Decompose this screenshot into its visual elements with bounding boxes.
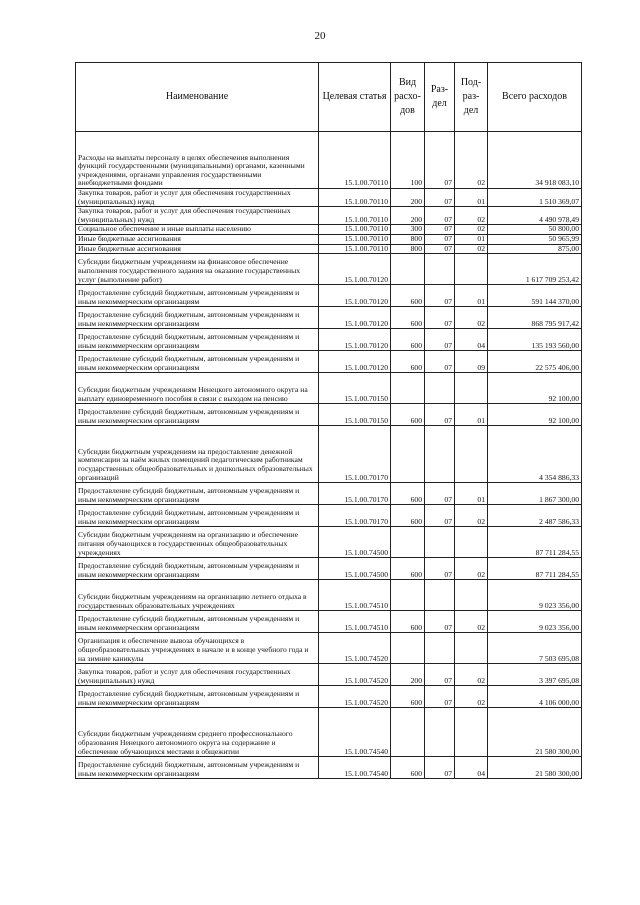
row-target-cell: 15.1.00.74500: [319, 527, 391, 558]
header-expense-kind: Вид расхо-дов: [391, 63, 425, 132]
row-kind-cell: 600: [391, 285, 425, 307]
row-total-cell: 1 867 300,00: [488, 483, 582, 505]
row-name-cell: Предоставление субсидий бюджетным, автономным учреждениям и иным некоммерческим организациям: [76, 307, 319, 329]
row-subsection-cell: [455, 580, 488, 611]
table-row: [76, 558, 582, 580]
row-total-cell: 92 100,00: [488, 404, 582, 426]
row-kind-cell: 200: [391, 189, 425, 207]
row-subsection-cell: 02: [455, 664, 488, 686]
row-section-cell: [425, 373, 455, 404]
row-total-cell: 22 575 406,00: [488, 351, 582, 373]
budget-table: [75, 62, 582, 779]
row-section-cell: 07: [425, 307, 455, 329]
row-kind-cell: [391, 426, 425, 483]
table-row: [76, 611, 582, 633]
row-kind-cell: [391, 580, 425, 611]
table-row: [76, 285, 582, 307]
row-section-cell: 07: [425, 404, 455, 426]
row-kind-cell: [391, 633, 425, 664]
row-total-cell: 875,00: [488, 244, 582, 254]
row-total-cell: 21 580 300,00: [488, 757, 582, 779]
row-kind-cell: [391, 527, 425, 558]
row-target-cell: 15.1.00.74540: [319, 708, 391, 757]
row-name-cell: Иные бюджетные ассигнования: [76, 234, 319, 244]
row-name-cell: Предоставление субсидий бюджетным, автономным учреждениям и иным некоммерческим организациям: [76, 757, 319, 779]
table-row: [76, 757, 582, 779]
row-subsection-cell: [455, 373, 488, 404]
row-name-cell: Закупка товаров, работ и услуг для обеспечения государственных (муниципальных) нужд: [76, 664, 319, 686]
row-name-cell: Субсидии бюджетным учреждениям на предоставление денежной компенсации за наём жилых помещений педагогическим работникам государственных общеобразовательных и дошкольных образовательных организаций: [76, 426, 319, 483]
row-subsection-cell: 02: [455, 132, 488, 189]
row-name-cell: Субсидии бюджетным учреждениям на финансовое обеспечение выполнения государственного задания на оказание государственных услуг (выполнение работ): [76, 254, 319, 285]
row-total-cell: 50 965,99: [488, 234, 582, 244]
row-subsection-cell: 01: [455, 285, 488, 307]
header-name: Наименование: [76, 63, 319, 132]
row-target-cell: 15.1.00.70110: [319, 234, 391, 244]
row-subsection-cell: 02: [455, 611, 488, 633]
table-row: [76, 307, 582, 329]
row-total-cell: 2 487 586,33: [488, 505, 582, 527]
table-row: [76, 373, 582, 404]
row-subsection-cell: 02: [455, 686, 488, 708]
table-body: [76, 132, 582, 779]
row-subsection-cell: [455, 527, 488, 558]
row-subsection-cell: 01: [455, 404, 488, 426]
row-target-cell: 15.1.00.70150: [319, 404, 391, 426]
row-name-cell: Субсидии бюджетным учреждениям на организацию и обеспечение питания обучающихся в государственных общеобразовательных учреждениях: [76, 527, 319, 558]
table-row: [76, 527, 582, 558]
row-total-cell: 4 106 000,00: [488, 686, 582, 708]
row-target-cell: 15.1.00.70110: [319, 189, 391, 207]
row-total-cell: 87 711 284,55: [488, 558, 582, 580]
row-section-cell: 07: [425, 285, 455, 307]
row-target-cell: 15.1.00.70170: [319, 426, 391, 483]
row-subsection-cell: 02: [455, 244, 488, 254]
row-kind-cell: [391, 254, 425, 285]
page-number: 20: [314, 30, 326, 42]
row-section-cell: 07: [425, 207, 455, 225]
header-target-article: Целевая статья: [319, 63, 391, 132]
row-total-cell: 92 100,00: [488, 373, 582, 404]
row-section-cell: 07: [425, 505, 455, 527]
row-section-cell: 07: [425, 132, 455, 189]
row-section-cell: [425, 254, 455, 285]
row-section-cell: [425, 426, 455, 483]
row-name-cell: Предоставление субсидий бюджетным, автономным учреждениям и иным некоммерческим организациям: [76, 329, 319, 351]
row-total-cell: 9 023 356,00: [488, 611, 582, 633]
row-name-cell: Предоставление субсидий бюджетным, автономным учреждениям и иным некоммерческим организациям: [76, 404, 319, 426]
row-target-cell: 15.1.00.70110: [319, 225, 391, 235]
table-row: [76, 686, 582, 708]
table-row: [76, 483, 582, 505]
row-kind-cell: 600: [391, 329, 425, 351]
table-row: [76, 189, 582, 207]
row-subsection-cell: [455, 633, 488, 664]
row-name-cell: Предоставление субсидий бюджетным, автономным учреждениям и иным некоммерческим организациям: [76, 611, 319, 633]
row-name-cell: Субсидии бюджетным учреждениям Ненецкого автономного округа на выплату единовременного пособия в связи с выходом на пенсию: [76, 373, 319, 404]
row-total-cell: 135 193 560,00: [488, 329, 582, 351]
table-row: [76, 244, 582, 254]
row-name-cell: Предоставление субсидий бюджетным, автономным учреждениям и иным некоммерческим организациям: [76, 686, 319, 708]
row-kind-cell: 200: [391, 664, 425, 686]
row-name-cell: Субсидии бюджетным учреждениям на организацию летнего отдыха в государственных образовательных учреждениях: [76, 580, 319, 611]
row-name-cell: Предоставление субсидий бюджетным, автономным учреждениям и иным некоммерческим организациям: [76, 505, 319, 527]
row-kind-cell: 600: [391, 351, 425, 373]
table-row: [76, 329, 582, 351]
row-target-cell: 15.1.00.74510: [319, 580, 391, 611]
row-total-cell: 87 711 284,55: [488, 527, 582, 558]
row-total-cell: 1 617 709 253,42: [488, 254, 582, 285]
row-name-cell: Предоставление субсидий бюджетным, автономным учреждениям и иным некоммерческим организациям: [76, 285, 319, 307]
row-kind-cell: 600: [391, 686, 425, 708]
row-target-cell: 15.1.00.74520: [319, 664, 391, 686]
row-total-cell: 4 490 978,49: [488, 207, 582, 225]
row-total-cell: 591 144 370,00: [488, 285, 582, 307]
row-kind-cell: 600: [391, 757, 425, 779]
table-row: [76, 633, 582, 664]
row-kind-cell: 600: [391, 307, 425, 329]
row-kind-cell: 600: [391, 611, 425, 633]
row-target-cell: 15.1.00.70120: [319, 329, 391, 351]
row-subsection-cell: 04: [455, 757, 488, 779]
table-row: [76, 132, 582, 189]
row-total-cell: 4 354 886,33: [488, 426, 582, 483]
row-total-cell: 50 800,00: [488, 225, 582, 235]
row-kind-cell: 200: [391, 207, 425, 225]
table-row: [76, 505, 582, 527]
header-section: Раз-дел: [425, 63, 455, 132]
row-section-cell: 07: [425, 757, 455, 779]
row-name-cell: Организация и обеспечение вывоза обучающихся в общеобразовательных учреждениях в начале и в конце учебного года и на зимние каникулы: [76, 633, 319, 664]
table-row: [76, 254, 582, 285]
row-target-cell: 15.1.00.70120: [319, 254, 391, 285]
row-subsection-cell: [455, 254, 488, 285]
row-total-cell: 9 023 356,00: [488, 580, 582, 611]
row-subsection-cell: 04: [455, 329, 488, 351]
row-section-cell: [425, 527, 455, 558]
row-kind-cell: 600: [391, 404, 425, 426]
row-target-cell: 15.1.00.74500: [319, 558, 391, 580]
row-section-cell: 07: [425, 664, 455, 686]
table-row: [76, 404, 582, 426]
row-section-cell: [425, 633, 455, 664]
row-subsection-cell: 02: [455, 558, 488, 580]
row-kind-cell: 800: [391, 244, 425, 254]
row-subsection-cell: [455, 708, 488, 757]
row-section-cell: 07: [425, 234, 455, 244]
row-total-cell: 868 795 917,42: [488, 307, 582, 329]
row-total-cell: 34 918 083,10: [488, 132, 582, 189]
row-section-cell: 07: [425, 329, 455, 351]
row-name-cell: Предоставление субсидий бюджетным, автономным учреждениям и иным некоммерческим организациям: [76, 483, 319, 505]
row-section-cell: 07: [425, 611, 455, 633]
row-total-cell: 7 503 695,08: [488, 633, 582, 664]
row-target-cell: 15.1.00.70170: [319, 483, 391, 505]
row-kind-cell: 600: [391, 483, 425, 505]
row-subsection-cell: [455, 426, 488, 483]
row-name-cell: Закупка товаров, работ и услуг для обеспечения государственных (муниципальных) нужд: [76, 189, 319, 207]
row-target-cell: 15.1.00.74540: [319, 757, 391, 779]
row-subsection-cell: 02: [455, 207, 488, 225]
row-subsection-cell: 01: [455, 234, 488, 244]
row-kind-cell: [391, 373, 425, 404]
row-section-cell: [425, 580, 455, 611]
row-section-cell: 07: [425, 483, 455, 505]
header-subsection: Под-раз-дел: [455, 63, 488, 132]
row-target-cell: 15.1.00.74520: [319, 633, 391, 664]
row-section-cell: 07: [425, 225, 455, 235]
row-target-cell: 15.1.00.70110: [319, 132, 391, 189]
row-target-cell: 15.1.00.70110: [319, 207, 391, 225]
table-row: [76, 580, 582, 611]
row-name-cell: Субсидии бюджетным учреждениям среднего профессионального образования Ненецкого автономного округа на содержание и обеспечение обучающихся местами в общежитии: [76, 708, 319, 757]
row-name-cell: Расходы на выплаты персоналу в целях обеспечения выполнения функций государственными (муниципальными) органами, казенными учреждениями, органами управления государственными внебюджетными фондами: [76, 132, 319, 189]
row-subsection-cell: 09: [455, 351, 488, 373]
row-name-cell: Предоставление субсидий бюджетным, автономным учреждениям и иным некоммерческим организациям: [76, 351, 319, 373]
row-kind-cell: 300: [391, 225, 425, 235]
row-kind-cell: 100: [391, 132, 425, 189]
row-subsection-cell: 02: [455, 505, 488, 527]
row-kind-cell: 600: [391, 505, 425, 527]
row-total-cell: 21 580 300,00: [488, 708, 582, 757]
row-subsection-cell: 01: [455, 189, 488, 207]
row-target-cell: 15.1.00.70170: [319, 505, 391, 527]
table-row: [76, 351, 582, 373]
row-section-cell: 07: [425, 351, 455, 373]
row-section-cell: [425, 708, 455, 757]
row-target-cell: 15.1.00.70150: [319, 373, 391, 404]
table-row: [76, 426, 582, 483]
row-target-cell: 15.1.00.74510: [319, 611, 391, 633]
row-target-cell: 15.1.00.74520: [319, 686, 391, 708]
row-section-cell: 07: [425, 686, 455, 708]
row-total-cell: 3 397 695,08: [488, 664, 582, 686]
row-kind-cell: [391, 708, 425, 757]
table-row: [76, 664, 582, 686]
row-name-cell: Закупка товаров, работ и услуг для обеспечения государственных (муниципальных) нужд: [76, 207, 319, 225]
row-name-cell: Предоставление субсидий бюджетным, автономным учреждениям и иным некоммерческим организациям: [76, 558, 319, 580]
row-kind-cell: 600: [391, 558, 425, 580]
row-section-cell: 07: [425, 558, 455, 580]
header-total: Всего расходов: [488, 63, 582, 132]
row-target-cell: 15.1.00.70120: [319, 351, 391, 373]
row-target-cell: 15.1.00.70120: [319, 307, 391, 329]
row-subsection-cell: 01: [455, 483, 488, 505]
row-kind-cell: 800: [391, 234, 425, 244]
table-row: [76, 207, 582, 225]
table-header: [76, 63, 582, 132]
row-target-cell: 15.1.00.70120: [319, 285, 391, 307]
table-row: [76, 234, 582, 244]
row-target-cell: 15.1.00.70110: [319, 244, 391, 254]
table-row: [76, 708, 582, 757]
row-name-cell: Иные бюджетные ассигнования: [76, 244, 319, 254]
row-section-cell: 07: [425, 189, 455, 207]
row-total-cell: 1 510 369,07: [488, 189, 582, 207]
row-name-cell: Социальное обеспечение и иные выплаты населению: [76, 225, 319, 235]
row-section-cell: 07: [425, 244, 455, 254]
row-subsection-cell: 02: [455, 225, 488, 235]
row-subsection-cell: 02: [455, 307, 488, 329]
